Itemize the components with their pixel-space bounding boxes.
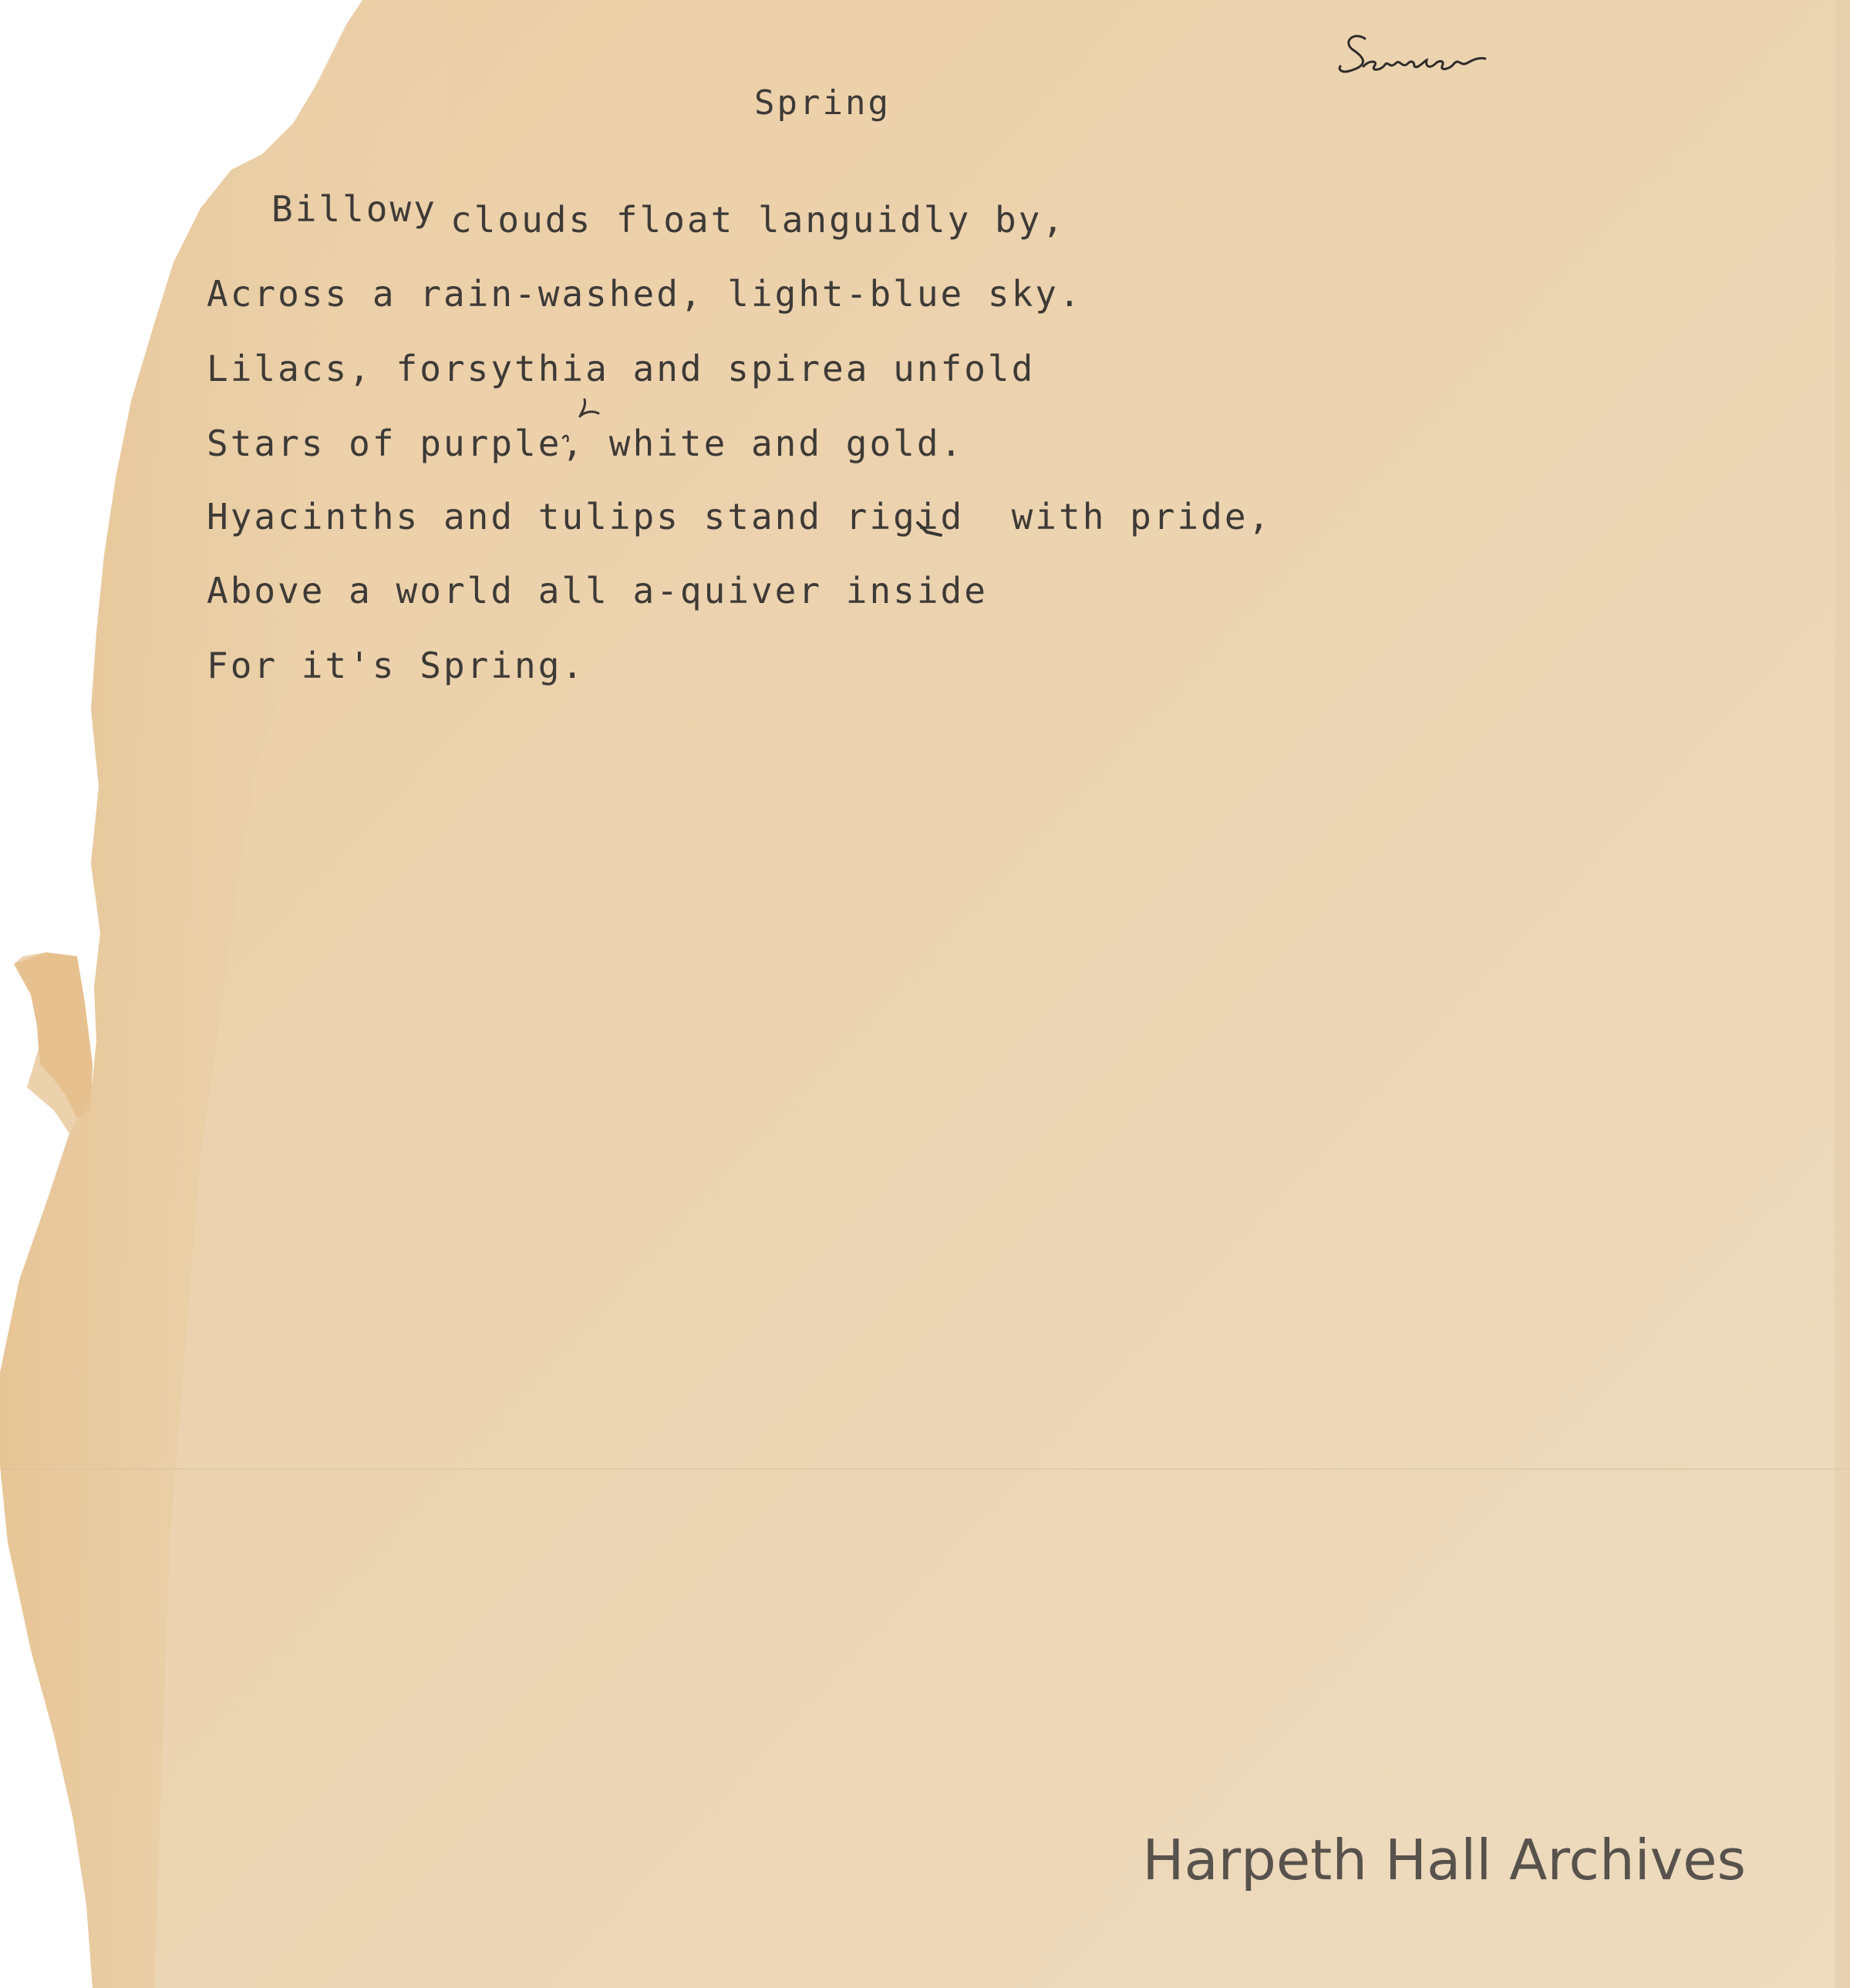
poem-line-1-start: Billowy	[271, 188, 437, 230]
poem-line-4: Stars of purple, white and gold.	[207, 423, 965, 464]
handwritten-tick-mark	[915, 518, 945, 545]
poem-line-6: Above a world all a-quiver inside	[207, 570, 988, 612]
poem-line-3: Lilacs, forsythia and spirea unfold	[207, 348, 1036, 389]
poem-line-5: Hyacinths and tulips stand rigid with pride,	[207, 496, 1272, 537]
poem-line-2: Across a rain-washed, light-blue sky.	[207, 273, 1083, 315]
handwritten-senior-note	[1334, 15, 1519, 89]
archive-watermark: Harpeth Hall Archives	[1142, 1828, 1746, 1892]
poem-title: Spring	[754, 83, 891, 123]
handwritten-caret-mark	[554, 395, 608, 453]
poem-line-1-end: clouds float languidly by,	[450, 199, 1067, 241]
poem-line-7: For it's Spring.	[207, 645, 586, 686]
